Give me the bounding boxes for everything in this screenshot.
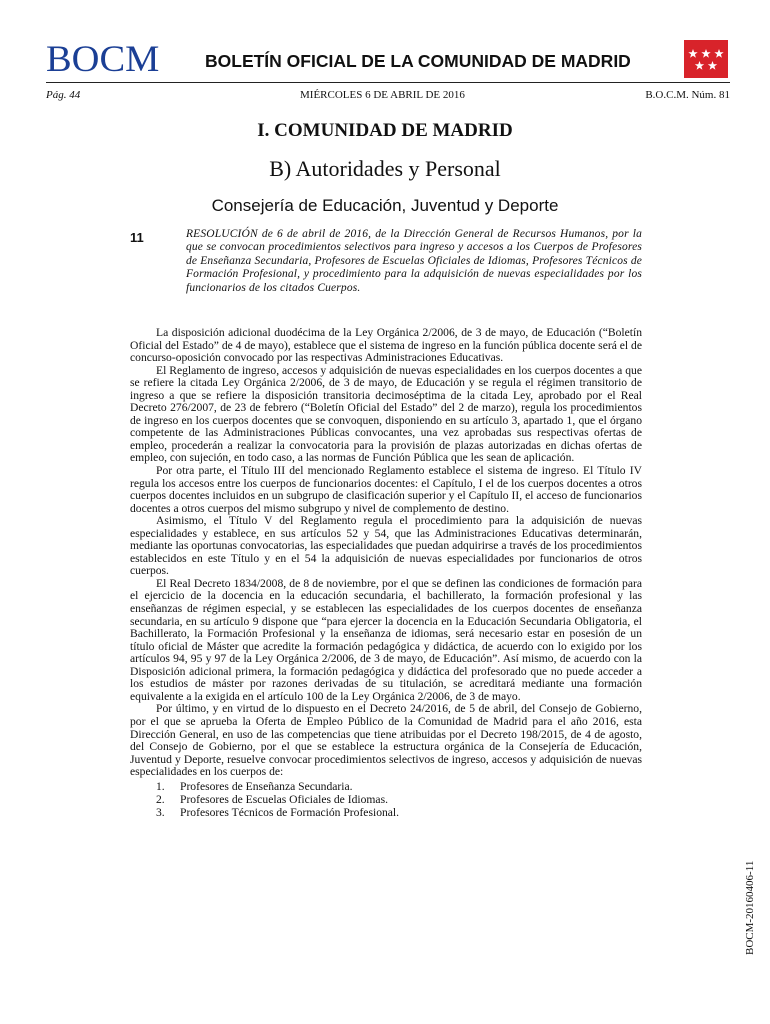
body-text — [130, 327, 642, 819]
resolution-title: RESOLUCIÓN de 6 de abril de 2016, de la Dirección General de Recursos Humanos, por la que se convocan procedimientos selectivos para ingreso y accesos a los Cuerpos de Profesores de Enseñanza Secundaria, Profesores de Escuelas Oficiales de Idiomas, Profesores Técnicos de Formación Profesional, y procedimiento para la adquisición de nuevas especialidades por los funcionarios de los citados Cuerpos. — [186, 228, 642, 294]
paragraph: Por último, y en virtud de lo dispuesto en el Decreto 24/2016, de 5 de abril, del Consejo de Gobierno, por el que se aprueba la Oferta de Empleo Público de la Comunidad de Madrid para el año 2016, esta Dirección General, en uso de las competencias que tiene atribuidas por el Decreto 198/2015, de 4 de agosto, del Consejo de Gobierno, por el que se establece la estructura orgánica de la Consejería de Educación, Juventud y Deporte, resuelve convocar procedimientos selectivos de ingreso, accesos y adquisición de nuevas especialidades en los cuerpos de: — [130, 702, 642, 779]
madrid-flag-icon — [684, 40, 728, 78]
list-item — [130, 807, 642, 820]
paragraph: Asimismo, el Título V del Reglamento regula el procedimiento para la adquisición de nuevas especialidades y establece, en sus artículos 52 y 54, que las Administraciones Educativas determinarán, mediante las oportunas convocatorias, las especialidades que puedan adquirirse a través de los procedimientos establecidos en este Título y en el 54 la adquisición de nuevas especialidades por funcionarios de otros cuerpos. — [130, 514, 642, 578]
bulletin-title: BOLETÍN OFICIAL DE LA COMUNIDAD DE MADRID — [205, 51, 631, 71]
document-code: BOCM-20160406-11 — [744, 860, 756, 955]
section-title: I. COMUNIDAD DE MADRID — [257, 120, 513, 141]
department-title: Consejería de Educación, Juventud y Deporte — [211, 196, 559, 215]
list-item-text: Profesores de Enseñanza Secundaria. — [180, 779, 353, 793]
list-item-number: 2. — [156, 792, 165, 806]
bocm-logo: BOCM — [46, 39, 160, 80]
list-item-text: Profesores Técnicos de Formación Profesional. — [180, 805, 400, 819]
list-item-text: Profesores de Escuelas Oficiales de Idiomas. — [180, 792, 388, 806]
issue-date: MIÉRCOLES 6 DE ABRIL DE 2016 — [300, 89, 465, 101]
paragraph: Por otra parte, el Título III del mencionado Reglamento establece el sistema de ingreso. El Título IV regula los accesos entre los cuerpos de funcionarios docentes: el Capítulo, I el de los cuerpos docentes a otros cuerpos docentes incluidos en un subgrupo de clasificación superior y el Capítulo II, el acceso de funcionarios docentes a otros cuerpos del mismo subgrupo y nivel de complemento de destino. — [130, 464, 642, 515]
announcement-number: 11 — [130, 230, 144, 245]
list-item-number: 3. — [156, 805, 165, 819]
issue-number: B.O.C.M. Núm. 81 — [645, 89, 730, 101]
paragraph: El Reglamento de ingreso, accesos y adquisición de nuevas especialidades en los cuerpos docentes a que se refiere la citada Ley Orgánica 2/2006, de 3 de mayo, de Educación y se regula el régimen transitorio de ingreso a que se refiere la disposición transitoria decimoséptima de la citada Ley, aprobado por el Real Decreto 276/2007, de 23 de febrero (“Boletín Oficial del Estado” del 2 de marzo), regula los procedimientos de ingreso en los cuerpos docentes que se convoquen, disponiendo en su artículo 3, apartado 1, que el órgano competente de las Administraciones Públicas convocantes, una vez aprobadas sus respectivas ofertas de empleo, procederán a realizar la convocatoria para la provisión de plazas autorizadas en dichas ofertas de empleo, con sujeción, en todo caso, a las normas de Función Pública que les sean de aplicación. — [130, 363, 642, 465]
paragraph: La disposición adicional duodécima de la Ley Orgánica 2/2006, de 3 de mayo, de Educación (“Boletín Oficial del Estado” de 4 de mayo), establece que el sistema de ingreso en la función pública docente será el de concurso-oposición convocado por las respectivas Administraciones Educativas. — [130, 326, 642, 365]
paragraph: El Real Decreto 1834/2008, de 8 de noviembre, por el que se definen las condiciones de formación para el ejercicio de la docencia en la educación secundaria, el bachillerato, la formación profesional y las enseñanzas de régimen especial, y se establecen las especialidades de los cuerpos docentes de enseñanza secundaria, en su artículo 9 dispone que “para ejercer la docencia en la Educación Secundaria Obligatoria, el Bachillerato, la Formación Profesional y la enseñanza de idiomas, será necesario estar en posesión de un título oficial de Máster que acredite la formación pedagógica y didáctica, de acuerdo con lo exigido por los artículos 94, 95 y 97 de la Ley Orgánica 2/2006, de 3 de mayo, de Educación”. Así mismo, de acuerdo con la Disposición adicional primera, la formación pedagógica y didáctica del profesorado que no puede acceder a los estudios de máster por razones derivadas de su titulación, se acreditará mediante una formación equivalente a la exigida en el artículo 100 de la Ley Orgánica 2/2006, de 3 de mayo. — [130, 576, 642, 703]
subsection-title: B) Autoridades y Personal — [269, 156, 501, 181]
page-number: Pág. 44 — [46, 89, 81, 101]
header-divider — [46, 82, 730, 83]
list-item-number: 1. — [156, 779, 165, 793]
bodies-list — [130, 781, 642, 820]
